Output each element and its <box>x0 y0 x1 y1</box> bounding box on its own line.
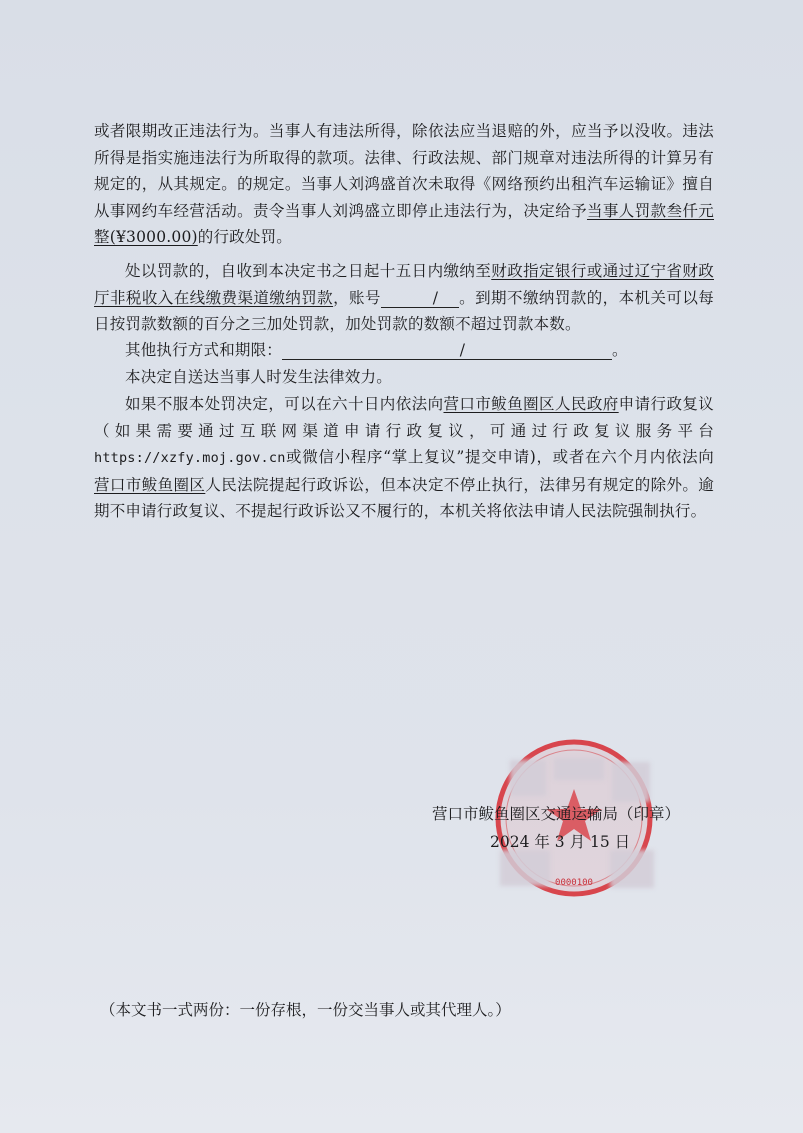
paragraph-text: 申请行政复议（如果需要通过互联网渠道申请行政复议，可通过行政复议服务平台 <box>94 395 714 440</box>
paragraph-text: 。到期不缴纳罚款的，本机关可以每日按罚款数额的百分之三加处罚款，加处罚款的数额不超过罚款本数。 <box>94 288 714 333</box>
other-execution-label: 其他执行方式和期限： <box>125 341 283 359</box>
redaction-block <box>500 850 550 886</box>
issuing-agency: 营口市鲅鱼圈区交通运输局（印章） <box>432 805 681 823</box>
paragraph-text: 或微信小程序“掌上复议”提交申请)，或者在六个月内依法向 <box>285 448 714 466</box>
paragraph-text: 。 <box>612 341 628 359</box>
redaction-block <box>510 760 546 796</box>
paragraph-text: 或者限期改正违法行为。当事人有违法所得，除依法应当退赔的外，应当予以没收。违法所得是指实施违法行为所取得的款项。法律、行政法规、部门规章对违法所得的计算另有规定的，从其规定。的规定。当事人刘鸿盛首次未取得《网络预约出租汽车运输证》擅自从事网约车经营活动。责令当事人刘鸿盛立即停止违法行为，决定给予 <box>94 122 714 220</box>
copies-note: （本文书一式两份：一份存根，一份交当事人或其代理人。） <box>100 1001 511 1019</box>
payment-channel: 财政指定银行或通过辽宁省财政厅非税收入在线缴费渠道缴纳罚款 <box>94 262 714 307</box>
redaction-block <box>610 850 654 888</box>
issue-date: 2024 年 3 月 15 日 <box>490 833 631 851</box>
paragraph-appeal <box>94 391 714 525</box>
paragraph-violation <box>94 118 714 251</box>
redaction-block <box>554 758 604 780</box>
paragraph-text: 的行政处罚。 <box>197 228 292 246</box>
court-district: 营口市鲅鱼圈区 <box>94 475 206 494</box>
redaction-block <box>612 762 650 802</box>
paragraph-payment <box>94 258 714 338</box>
review-platform-url: https://xzfy.moj.gov.cn <box>94 450 286 466</box>
paragraph-text: 处以罚款的，自收到本决定书之日起十五日内缴纳至 <box>125 262 492 280</box>
paragraph-effective <box>94 364 714 391</box>
seal-serial: 0000100 <box>555 878 593 888</box>
account-number-field: / <box>381 289 459 308</box>
review-government: 营口市鲅鱼圈区人民政府 <box>443 395 619 413</box>
paragraph-text: ，账号 <box>333 288 381 307</box>
paragraph-text: 如果不服本处罚决定，可以在六十日内依法向 <box>125 395 444 413</box>
paragraph-text: 本决定自送达当事人时发生法律效力。 <box>125 368 392 386</box>
fine-amount: 当事人罚款叁仟元整(¥3000.00) <box>94 201 715 246</box>
paragraph-other-execution <box>94 337 714 364</box>
other-execution-field: / <box>282 341 612 360</box>
paragraph-text: 人民法院提起行政诉讼，但本决定不停止执行，法律另有规定的除外。逾期不申请行政复议、不提起行政诉讼又不履行的，本机关将依法申请人民法院强制执行。 <box>94 475 715 520</box>
